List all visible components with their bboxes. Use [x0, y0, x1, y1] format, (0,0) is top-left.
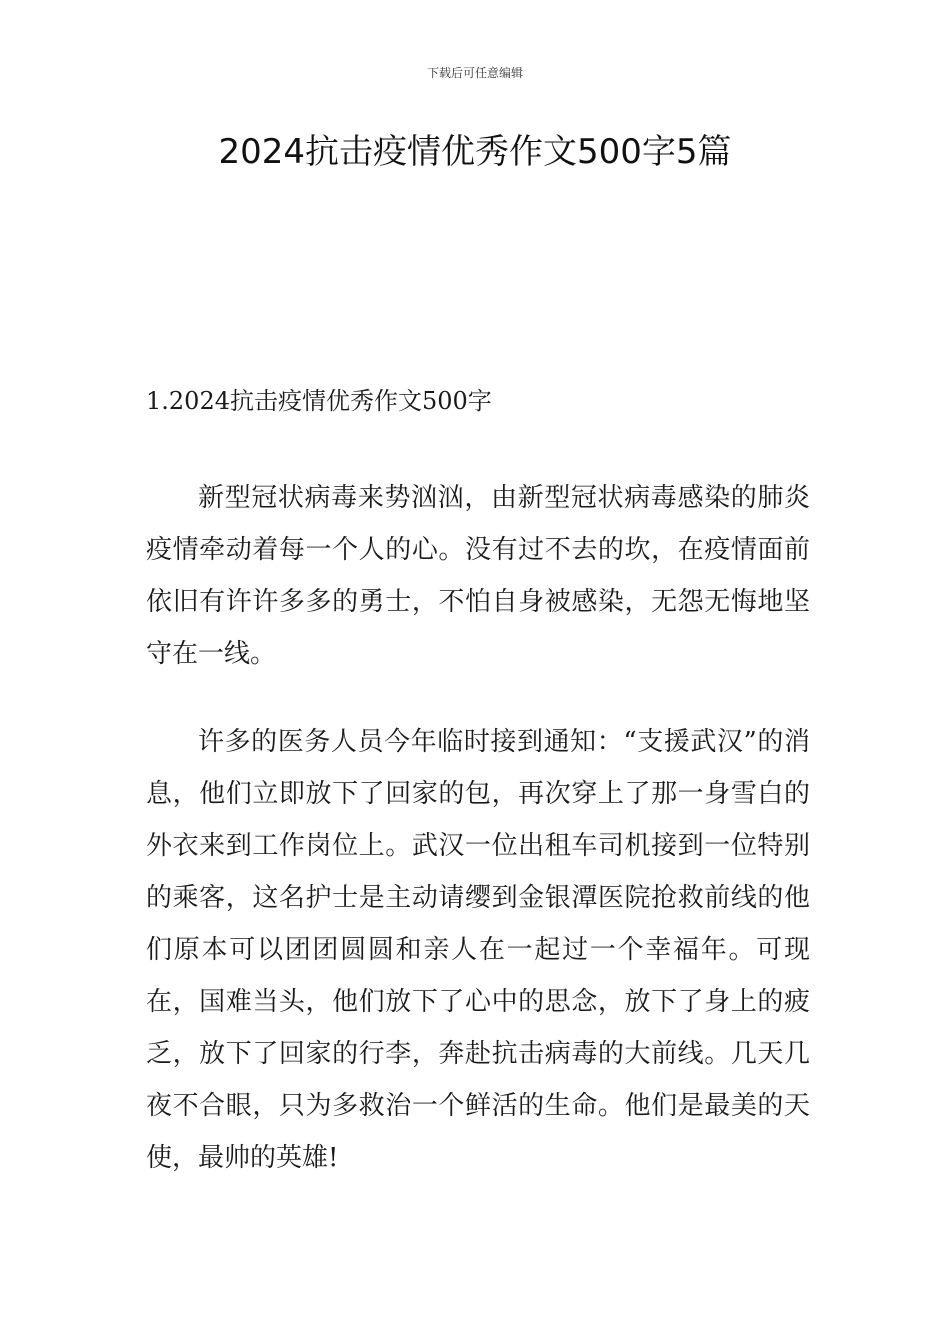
- body-paragraph-1: 新型冠状病毒来势汹汹，由新型冠状病毒感染的肺炎疫情牵动着每一个人的心。没有过不去的坎，在疫情面前依旧有许许多多的勇士，不怕自身被感染，无怨无悔地坚守在一线。: [146, 483, 810, 669]
- document-title: 2024抗击疫情优秀作文500字5篇: [218, 132, 732, 172]
- header-note: 下载后可任意编辑: [426, 66, 523, 80]
- body-paragraph-2: 许多的医务人员今年临时接到通知：“支援武汉”的消息，他们立即放下了回家的包，再次穿上了那一身雪白的外衣来到工作岗位上。武汉一位出租车司机接到一位特别的乘客，这名护士是主动请缨到金银潭医院抢救前线的他们原本可以团团圆圆和亲人在一起过一个幸福年。可现在，国难当头，他们放下了心中的思念，放下了身上的疲乏，放下了回家的行李，奔赴抗击病毒的大前线。几天几夜不合眼，只为多救治一个鲜活的生命。他们是最美的天使，最帅的英雄!: [146, 727, 810, 1173]
- section-heading: 1.2024抗击疫情优秀作文500字: [146, 387, 492, 415]
